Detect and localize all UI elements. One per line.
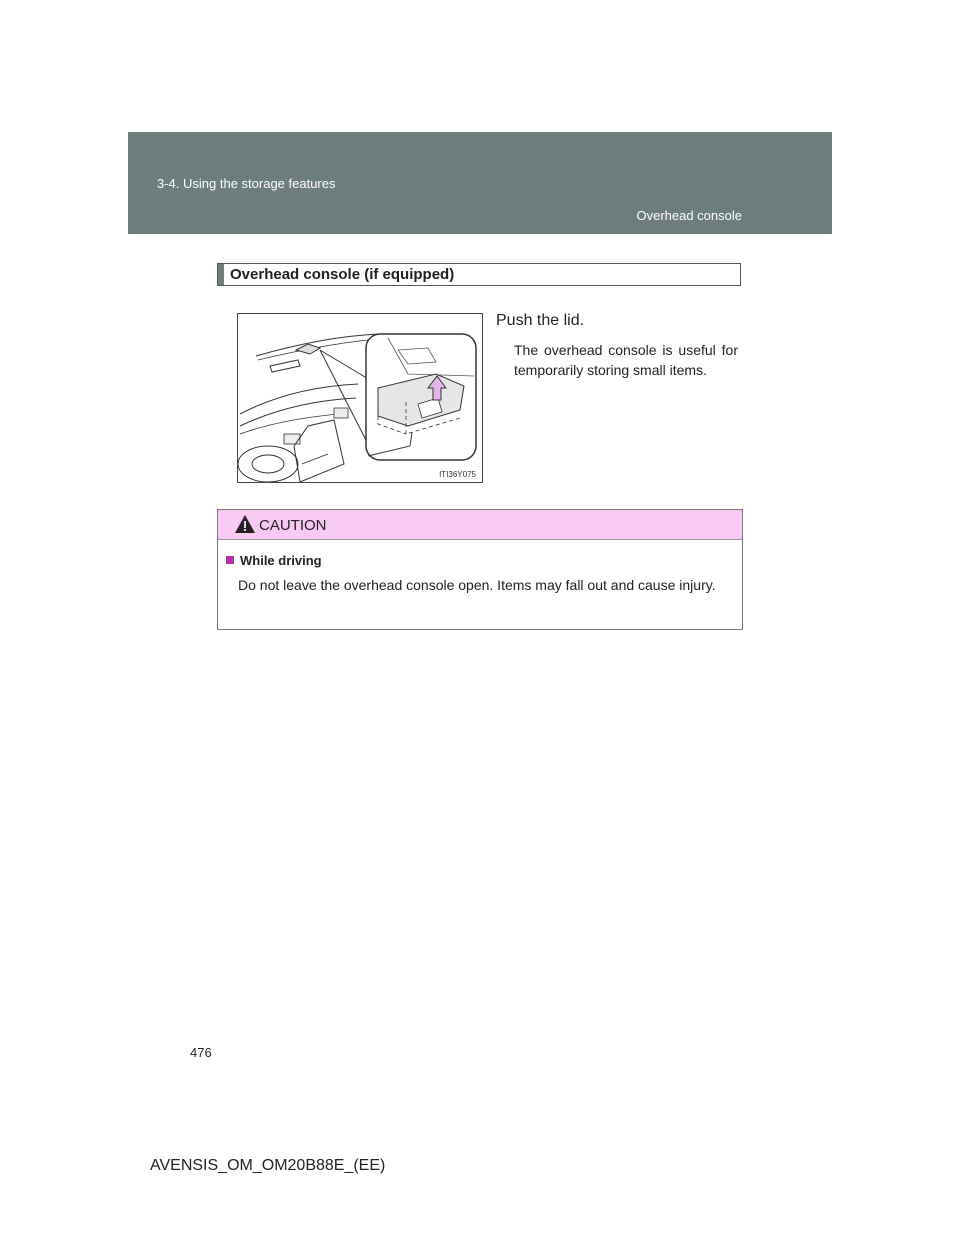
header-title: Overhead console	[636, 208, 742, 223]
caution-subheading-text: While driving	[240, 553, 322, 568]
bullet-square-icon	[226, 556, 234, 564]
page-number: 476	[190, 1045, 212, 1060]
section-breadcrumb: 3-4. Using the storage features	[157, 176, 336, 191]
caution-header	[218, 510, 742, 540]
title-accent	[218, 264, 224, 285]
header-band	[128, 132, 832, 234]
section-title-bar	[217, 263, 741, 286]
section-title: Overhead console (if equipped)	[230, 266, 455, 283]
step-instruction: Push the lid.	[496, 312, 585, 329]
car-interior-drawing	[238, 314, 483, 483]
caution-subheading	[226, 553, 322, 568]
caution-label: CAUTION	[259, 517, 327, 534]
step-description: The overhead console is useful for temporarily storing small items.	[514, 342, 738, 378]
caution-body: Do not leave the overhead console open. Items may fall out and cause injury.	[238, 577, 716, 593]
overhead-console-illustration	[237, 313, 483, 483]
caution-box	[217, 509, 743, 630]
warning-icon	[234, 514, 256, 534]
figure-code: ITI36Y075	[439, 470, 476, 479]
document-id: AVENSIS_OM_OM20B88E_(EE)	[150, 1157, 386, 1174]
